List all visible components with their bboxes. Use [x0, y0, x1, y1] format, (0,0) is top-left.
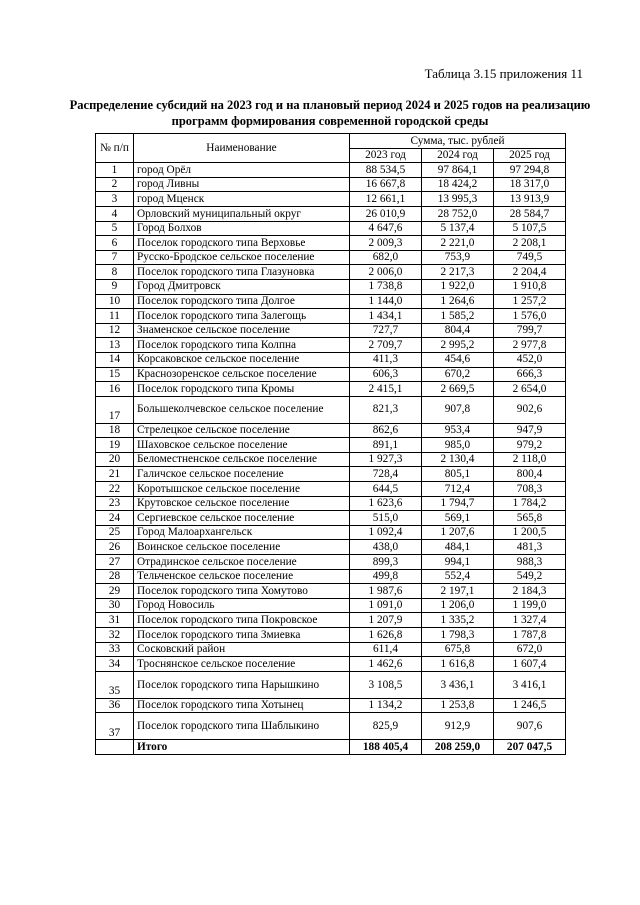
- row-number: 21: [96, 467, 134, 482]
- row-number: 13: [96, 338, 134, 353]
- table-row: [96, 396, 566, 423]
- row-number: 22: [96, 482, 134, 497]
- table-row: [96, 423, 566, 438]
- row-name: Орловский муниципальный округ: [134, 206, 350, 221]
- row-name: Поселок городского типа Кромы: [134, 382, 350, 397]
- row-value-2023: 12 661,1: [350, 192, 422, 207]
- table-row: [96, 192, 566, 207]
- row-name: Коротышское сельское поселение: [134, 482, 350, 497]
- row-value-2024: 18 424,2: [422, 177, 494, 192]
- table-row: [96, 163, 566, 178]
- row-value-2024: 805,1: [422, 467, 494, 482]
- row-name: Стрелецкое сельское поселение: [134, 423, 350, 438]
- table-row: [96, 452, 566, 467]
- row-number: 11: [96, 309, 134, 324]
- table-row: [96, 628, 566, 643]
- row-value-2025: 1 200,5: [494, 525, 566, 540]
- row-value-2025: 1 787,8: [494, 628, 566, 643]
- row-value-2025: 97 294,8: [494, 163, 566, 178]
- row-value-2023: 1 927,3: [350, 452, 422, 467]
- row-value-2025: 947,9: [494, 423, 566, 438]
- row-name: Поселок городского типа Шаблыкино: [134, 713, 350, 740]
- table-row: [96, 467, 566, 482]
- row-number: 32: [96, 628, 134, 643]
- row-value-2025: 28 584,7: [494, 206, 566, 221]
- row-value-2023: 4 647,6: [350, 221, 422, 236]
- row-value-2024: 1 585,2: [422, 309, 494, 324]
- row-value-2023: 1 092,4: [350, 525, 422, 540]
- row-value-2025: 2 208,1: [494, 236, 566, 251]
- table-row: [96, 265, 566, 280]
- row-name: Краснозоренское сельское поселение: [134, 367, 350, 382]
- row-number: 27: [96, 555, 134, 570]
- row-name: город Ливны: [134, 177, 350, 192]
- row-value-2024: 2 217,3: [422, 265, 494, 280]
- row-number: 8: [96, 265, 134, 280]
- row-value-2023: 728,4: [350, 467, 422, 482]
- row-value-2024: 1 922,0: [422, 279, 494, 294]
- row-number: 10: [96, 294, 134, 309]
- row-value-2024: 1 335,2: [422, 613, 494, 628]
- row-name: Беломестненское сельское поселение: [134, 452, 350, 467]
- table-row: [96, 584, 566, 599]
- row-value-2025: 1 607,4: [494, 657, 566, 672]
- row-number: 9: [96, 279, 134, 294]
- header-2023: 2023 год: [350, 148, 422, 163]
- table-row: [96, 177, 566, 192]
- row-value-2023: 438,0: [350, 540, 422, 555]
- row-number: 19: [96, 438, 134, 453]
- table-row: [96, 555, 566, 570]
- row-value-2023: 891,1: [350, 438, 422, 453]
- row-value-2024: 1 794,7: [422, 496, 494, 511]
- row-value-2023: 1 987,6: [350, 584, 422, 599]
- row-value-2024: 552,4: [422, 569, 494, 584]
- total-2025: 207 047,5: [494, 740, 566, 755]
- table-row: [96, 323, 566, 338]
- row-value-2024: 2 197,1: [422, 584, 494, 599]
- row-value-2023: 1 738,8: [350, 279, 422, 294]
- row-value-2024: 484,1: [422, 540, 494, 555]
- row-name: город Орёл: [134, 163, 350, 178]
- row-value-2025: 1 257,2: [494, 294, 566, 309]
- row-value-2024: 5 137,4: [422, 221, 494, 236]
- total-label: Итого: [134, 740, 350, 755]
- row-name: Поселок городского типа Колпна: [134, 338, 350, 353]
- table-row: [96, 598, 566, 613]
- row-number: 37: [96, 713, 134, 740]
- row-value-2023: 682,0: [350, 250, 422, 265]
- table-row: [96, 671, 566, 698]
- row-value-2024: 712,4: [422, 482, 494, 497]
- table-row: [96, 613, 566, 628]
- row-value-2024: 985,0: [422, 438, 494, 453]
- table-row: [96, 352, 566, 367]
- header-number: № п/п: [96, 134, 134, 163]
- row-value-2025: 452,0: [494, 352, 566, 367]
- row-name: Поселок городского типа Змиевка: [134, 628, 350, 643]
- row-number: 24: [96, 511, 134, 526]
- row-number: 5: [96, 221, 134, 236]
- table-row: [96, 511, 566, 526]
- table-row: [96, 309, 566, 324]
- row-number: 1: [96, 163, 134, 178]
- row-value-2024: 994,1: [422, 555, 494, 570]
- row-number: 33: [96, 642, 134, 657]
- row-value-2024: 2 221,0: [422, 236, 494, 251]
- row-value-2025: 2 184,3: [494, 584, 566, 599]
- row-name: Поселок городского типа Верховье: [134, 236, 350, 251]
- row-value-2024: 1 798,3: [422, 628, 494, 643]
- row-value-2023: 2 709,7: [350, 338, 422, 353]
- row-number: 36: [96, 698, 134, 713]
- row-number: 16: [96, 382, 134, 397]
- row-number: 34: [96, 657, 134, 672]
- header-2024: 2024 год: [422, 148, 494, 163]
- row-value-2023: 1 462,6: [350, 657, 422, 672]
- table-row: [96, 482, 566, 497]
- table-row: [96, 713, 566, 740]
- row-name: Поселок городского типа Залегощь: [134, 309, 350, 324]
- row-value-2024: 912,9: [422, 713, 494, 740]
- row-value-2023: 2 006,0: [350, 265, 422, 280]
- row-value-2023: 1 207,9: [350, 613, 422, 628]
- table-row: [96, 221, 566, 236]
- row-value-2023: 2 415,1: [350, 382, 422, 397]
- row-value-2025: 2 204,4: [494, 265, 566, 280]
- row-name: город Мценск: [134, 192, 350, 207]
- row-value-2023: 727,7: [350, 323, 422, 338]
- row-value-2023: 3 108,5: [350, 671, 422, 698]
- table-row: [96, 642, 566, 657]
- row-value-2025: 481,3: [494, 540, 566, 555]
- row-value-2025: 1 246,5: [494, 698, 566, 713]
- row-value-2024: 1 253,8: [422, 698, 494, 713]
- row-value-2023: 26 010,9: [350, 206, 422, 221]
- row-number: 17: [96, 396, 134, 423]
- row-name: Поселок городского типа Нарышкино: [134, 671, 350, 698]
- table-row: [96, 569, 566, 584]
- row-name: Город Новосиль: [134, 598, 350, 613]
- row-name: Поселок городского типа Глазуновка: [134, 265, 350, 280]
- row-number: 26: [96, 540, 134, 555]
- row-value-2025: 1 784,2: [494, 496, 566, 511]
- table-row: [96, 496, 566, 511]
- row-number: 30: [96, 598, 134, 613]
- row-name: Тельченское сельское поселение: [134, 569, 350, 584]
- table-row: [96, 382, 566, 397]
- row-value-2025: 1 327,4: [494, 613, 566, 628]
- table-row: [96, 294, 566, 309]
- subsidy-table: [95, 133, 566, 755]
- row-value-2023: 821,3: [350, 396, 422, 423]
- row-value-2024: 454,6: [422, 352, 494, 367]
- row-name: Галичское сельское поселение: [134, 467, 350, 482]
- row-value-2024: 97 864,1: [422, 163, 494, 178]
- row-number: 2: [96, 177, 134, 192]
- row-value-2023: 1 134,2: [350, 698, 422, 713]
- row-value-2023: 2 009,3: [350, 236, 422, 251]
- table-row: [96, 250, 566, 265]
- header-name: Наименование: [134, 134, 350, 163]
- row-value-2023: 606,3: [350, 367, 422, 382]
- row-value-2024: 28 752,0: [422, 206, 494, 221]
- row-number: 20: [96, 452, 134, 467]
- table-row: [96, 540, 566, 555]
- row-value-2024: 1 264,6: [422, 294, 494, 309]
- row-number: 15: [96, 367, 134, 382]
- row-name: Русско-Бродское сельское поселение: [134, 250, 350, 265]
- row-number: 31: [96, 613, 134, 628]
- table-caption: Таблица 3.15 приложения 11: [424, 66, 583, 81]
- row-number: 18: [96, 423, 134, 438]
- row-value-2025: 5 107,5: [494, 221, 566, 236]
- row-value-2024: 13 995,3: [422, 192, 494, 207]
- table-body: [96, 163, 566, 755]
- row-value-2023: 88 534,5: [350, 163, 422, 178]
- row-value-2025: 708,3: [494, 482, 566, 497]
- row-value-2024: 675,8: [422, 642, 494, 657]
- row-name: Город Малоархангельск: [134, 525, 350, 540]
- row-value-2023: 1 626,8: [350, 628, 422, 643]
- row-name: Поселок городского типа Хотынец: [134, 698, 350, 713]
- row-number: 25: [96, 525, 134, 540]
- row-value-2024: 2 995,2: [422, 338, 494, 353]
- row-value-2024: 907,8: [422, 396, 494, 423]
- row-value-2023: 825,9: [350, 713, 422, 740]
- row-value-2024: 569,1: [422, 511, 494, 526]
- total-2023: 188 405,4: [350, 740, 422, 755]
- row-value-2025: 666,3: [494, 367, 566, 382]
- row-name: Троснянское сельское поселение: [134, 657, 350, 672]
- row-number: 23: [96, 496, 134, 511]
- row-name: Город Дмитровск: [134, 279, 350, 294]
- row-value-2024: 3 436,1: [422, 671, 494, 698]
- row-number: 28: [96, 569, 134, 584]
- row-number: 4: [96, 206, 134, 221]
- row-value-2024: 753,9: [422, 250, 494, 265]
- row-name: Поселок городского типа Покровское: [134, 613, 350, 628]
- row-value-2025: 2 654,0: [494, 382, 566, 397]
- row-number: 7: [96, 250, 134, 265]
- row-value-2023: 411,3: [350, 352, 422, 367]
- row-value-2025: 18 317,0: [494, 177, 566, 192]
- row-value-2025: 902,6: [494, 396, 566, 423]
- row-value-2023: 644,5: [350, 482, 422, 497]
- row-value-2025: 1 576,0: [494, 309, 566, 324]
- table-row: [96, 206, 566, 221]
- row-value-2023: 611,4: [350, 642, 422, 657]
- table-row: [96, 438, 566, 453]
- total-2024: 208 259,0: [422, 740, 494, 755]
- row-value-2025: 549,2: [494, 569, 566, 584]
- row-value-2023: 1 091,0: [350, 598, 422, 613]
- row-number: 29: [96, 584, 134, 599]
- row-value-2023: 515,0: [350, 511, 422, 526]
- row-value-2024: 1 207,6: [422, 525, 494, 540]
- row-value-2024: 1 616,8: [422, 657, 494, 672]
- row-name: Крутовское сельское поселение: [134, 496, 350, 511]
- row-value-2023: 899,3: [350, 555, 422, 570]
- total-row: [96, 740, 566, 755]
- row-value-2025: 988,3: [494, 555, 566, 570]
- row-number: 35: [96, 671, 134, 698]
- row-value-2023: 1 144,0: [350, 294, 422, 309]
- row-name: Большеколчевское сельское поселение: [134, 396, 350, 423]
- row-value-2023: 1 623,6: [350, 496, 422, 511]
- row-value-2024: 804,4: [422, 323, 494, 338]
- row-value-2025: 3 416,1: [494, 671, 566, 698]
- row-number: 6: [96, 236, 134, 251]
- row-value-2025: 2 977,8: [494, 338, 566, 353]
- row-value-2025: 800,4: [494, 467, 566, 482]
- table-row: [96, 525, 566, 540]
- row-value-2023: 499,8: [350, 569, 422, 584]
- row-value-2025: 1 199,0: [494, 598, 566, 613]
- row-value-2024: 953,4: [422, 423, 494, 438]
- table-row: [96, 338, 566, 353]
- row-name: Сосковский район: [134, 642, 350, 657]
- row-name: Знаменское сельское поселение: [134, 323, 350, 338]
- row-value-2025: 2 118,0: [494, 452, 566, 467]
- document-title: Распределение субсидий на 2023 год и на плановый период 2024 и 2025 годов на реализацию программ формирования современной городской среды: [69, 98, 591, 128]
- row-number: 12: [96, 323, 134, 338]
- row-name: Шаховское сельское поселение: [134, 438, 350, 453]
- row-number: 3: [96, 192, 134, 207]
- row-value-2025: 979,2: [494, 438, 566, 453]
- table-row: [96, 698, 566, 713]
- row-number: 14: [96, 352, 134, 367]
- row-value-2024: 2 130,4: [422, 452, 494, 467]
- table-row: [96, 279, 566, 294]
- header-2025: 2025 год: [494, 148, 566, 163]
- row-value-2025: 565,8: [494, 511, 566, 526]
- row-name: Поселок городского типа Долгое: [134, 294, 350, 309]
- row-value-2025: 799,7: [494, 323, 566, 338]
- row-value-2023: 862,6: [350, 423, 422, 438]
- row-value-2024: 670,2: [422, 367, 494, 382]
- total-number: [96, 740, 134, 755]
- row-value-2025: 907,6: [494, 713, 566, 740]
- row-value-2024: 2 669,5: [422, 382, 494, 397]
- row-name: Город Болхов: [134, 221, 350, 236]
- row-value-2023: 16 667,8: [350, 177, 422, 192]
- row-name: Корсаковское сельское поселение: [134, 352, 350, 367]
- row-value-2025: 672,0: [494, 642, 566, 657]
- header-sum: Сумма, тыс. рублей: [350, 134, 566, 149]
- row-name: Отрадинское сельское поселение: [134, 555, 350, 570]
- row-name: Сергиевское сельское поселение: [134, 511, 350, 526]
- row-value-2024: 1 206,0: [422, 598, 494, 613]
- row-name: Воинское сельское поселение: [134, 540, 350, 555]
- row-value-2025: 749,5: [494, 250, 566, 265]
- row-name: Поселок городского типа Хомутово: [134, 584, 350, 599]
- row-value-2025: 13 913,9: [494, 192, 566, 207]
- row-value-2025: 1 910,8: [494, 279, 566, 294]
- table-row: [96, 236, 566, 251]
- table-row: [96, 367, 566, 382]
- table-row: [96, 657, 566, 672]
- row-value-2023: 1 434,1: [350, 309, 422, 324]
